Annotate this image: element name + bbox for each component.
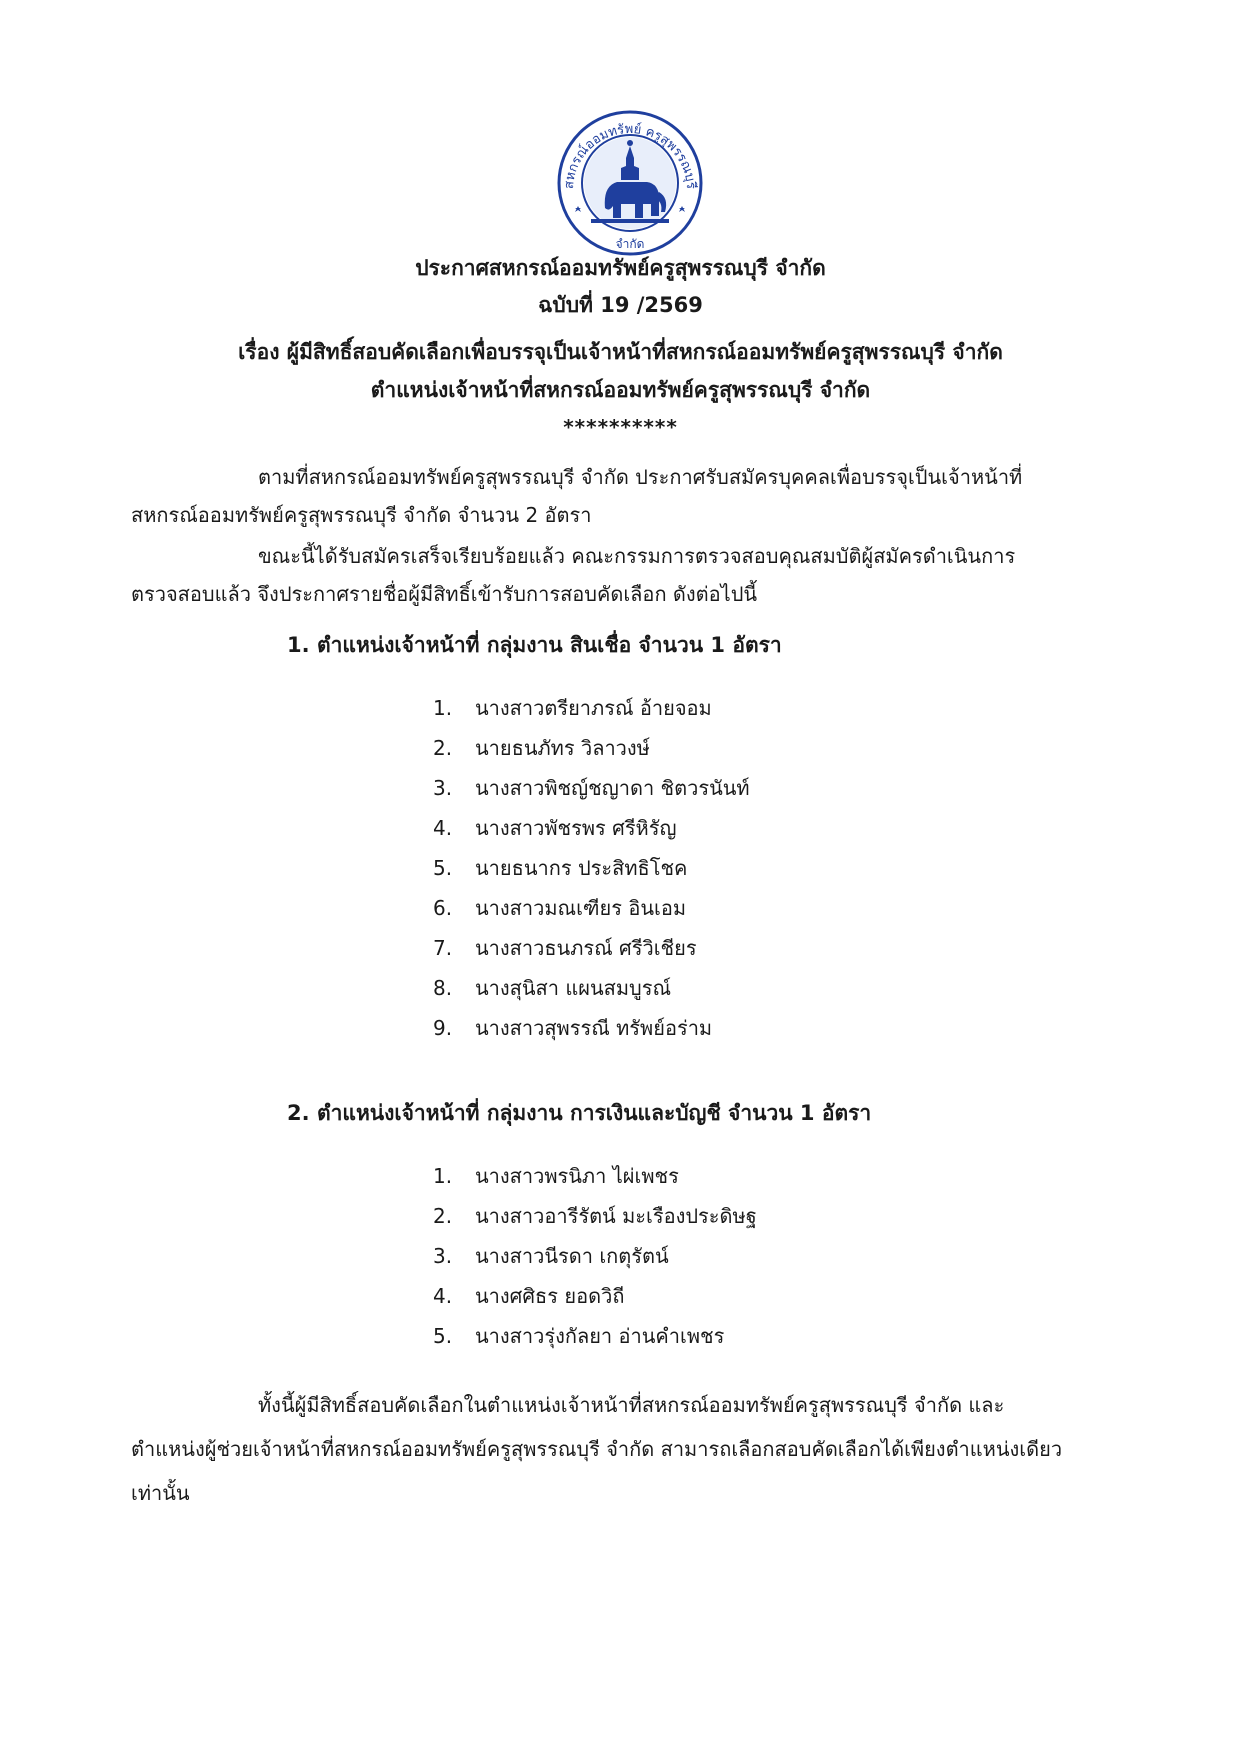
closing-paragraph-line-3: เท่านั้น [131, 1481, 190, 1505]
candidate-name: นางสาวอารีรัตน์ มะเรืองประดิษฐ [475, 1204, 757, 1228]
separator-stars: ********** [563, 415, 678, 439]
item-number: 2. [433, 736, 453, 760]
intro-paragraph-2-line-1: ขณะนี้ได้รับสมัครเสร็จเรียบร้อยแล้ว คณะกรรมการตรวจสอบคุณสมบัติผู้สมัครดำเนินการ [258, 544, 1016, 568]
item-number: 1. [433, 1164, 453, 1188]
intro-paragraph-2-line-2: ตรวจสอบแล้ว จึงประกาศรายชื่อผู้มีสิทธิ์เข้ารับการสอบคัดเลือก ดังต่อไปนี้ [131, 582, 758, 606]
candidate-list-item [433, 853, 687, 883]
section-title: ตำแหน่งเจ้าหน้าที่ กลุ่มงาน สินเชื่อ จำนวน 1 อัตรา [317, 633, 782, 657]
candidate-list-item [433, 1013, 712, 1043]
candidate-list-item [433, 813, 677, 843]
announcement-title: ประกาศสหกรณ์ออมทรัพย์ครูสุพรรณบุรี จำกัด [415, 256, 826, 280]
candidate-name: นายธนากร ประสิทธิโชค [475, 856, 688, 880]
item-number: 9. [433, 1016, 453, 1040]
section-1-heading [287, 630, 782, 660]
item-number: 3. [433, 776, 453, 800]
candidate-list-item [433, 733, 650, 763]
announcement-subject: เรื่อง ผู้มีสิทธิ์สอบคัดเลือกเพื่อบรรจุเป็นเจ้าหน้าที่สหกรณ์ออมทรัพย์ครูสุพรรณบุรี จำกัด [238, 340, 1003, 364]
item-number: 8. [433, 976, 453, 1000]
item-number: 7. [433, 936, 453, 960]
item-number: 4. [433, 1284, 453, 1308]
announcement-position: ตำแหน่งเจ้าหน้าที่สหกรณ์ออมทรัพย์ครูสุพรรณบุรี จำกัด [370, 378, 871, 402]
closing-paragraph-line-1: ทั้งนี้ผู้มีสิทธิ์สอบคัดเลือกในตำแหน่งเจ้าหน้าที่สหกรณ์ออมทรัพย์ครูสุพรรณบุรี จำกัด และ [258, 1393, 1005, 1417]
item-number: 2. [433, 1204, 453, 1228]
item-number: 4. [433, 816, 453, 840]
candidate-name: นางสาวพิชญ์ชญาดา ชิตวรนันท์ [475, 776, 750, 800]
candidate-name: นายธนภัทร วิลาวงษ์ [475, 736, 650, 760]
candidate-name: นางศศิธร ยอดวิถี [475, 1284, 625, 1308]
item-number: 5. [433, 856, 453, 880]
item-number: 1. [433, 696, 453, 720]
seal-top-text: สหกรณ์ออมทรัพย์ ครูสุพรรณบุรี [561, 121, 699, 190]
candidate-list-item [433, 933, 697, 963]
candidate-list-item [433, 1241, 669, 1271]
candidate-list-item [433, 1161, 679, 1191]
candidate-name: นางสาวพัชรพร ศรีหิรัญ [475, 816, 677, 840]
intro-paragraph-1-line-2: สหกรณ์ออมทรัพย์ครูสุพรรณบุรี จำกัด จำนวน 2 อัตรา [131, 503, 592, 527]
candidate-list-item [433, 1321, 724, 1351]
candidate-name: นางสาวรุ่งกัลยา อ่านคำเพชร [475, 1324, 725, 1348]
intro-paragraph-1-line-1: ตามที่สหกรณ์ออมทรัพย์ครูสุพรรณบุรี จำกัด ประกาศรับสมัครบุคคลเพื่อบรรจุเป็นเจ้าหน้าที่ [258, 465, 1023, 489]
item-number: 6. [433, 896, 453, 920]
item-number: 3. [433, 1244, 453, 1268]
candidate-name: นางสาวนีรดา เกตุรัตน์ [475, 1244, 669, 1268]
section-number: 2. [287, 1101, 310, 1125]
candidate-name: นางสุนิสา แผนสมบูรณ์ [475, 976, 672, 1000]
candidate-name: นางสาวสุพรรณี ทรัพย์อร่าม [475, 1016, 713, 1040]
candidate-list-item [433, 1281, 624, 1311]
seal-bottom-text: จำกัด [615, 237, 645, 251]
candidate-name: นางสาวธนภรณ์ ศรีวิเชียร [475, 936, 697, 960]
candidate-list-item [433, 693, 712, 723]
section-number: 1. [287, 633, 310, 657]
section-2-heading [287, 1098, 871, 1128]
candidate-name: นางสาวมณเฑียร อินเอม [475, 896, 687, 920]
candidate-list-item [433, 973, 671, 1003]
candidate-list-item [433, 773, 750, 803]
candidate-name: นางสาวตรียาภรณ์ อ้ายจอม [475, 696, 712, 720]
cooperative-seal-logo [555, 108, 705, 258]
candidate-name: นางสาวพรนิภา ไผ่เพชร [475, 1164, 679, 1188]
closing-paragraph-line-2: ตำแหน่งผู้ช่วยเจ้าหน้าที่สหกรณ์ออมทรัพย์ครูสุพรรณบุรี จำกัด สามารถเลือกสอบคัดเลือกได้เพียงตำแหน่งเดียว [131, 1437, 1063, 1461]
candidate-list-item [433, 893, 686, 923]
candidate-list-item [433, 1201, 757, 1231]
section-title: ตำแหน่งเจ้าหน้าที่ กลุ่มงาน การเงินและบัญชี จำนวน 1 อัตรา [317, 1101, 872, 1125]
announcement-number: ฉบับที่ 19 /2569 [538, 293, 703, 317]
item-number: 5. [433, 1324, 453, 1348]
